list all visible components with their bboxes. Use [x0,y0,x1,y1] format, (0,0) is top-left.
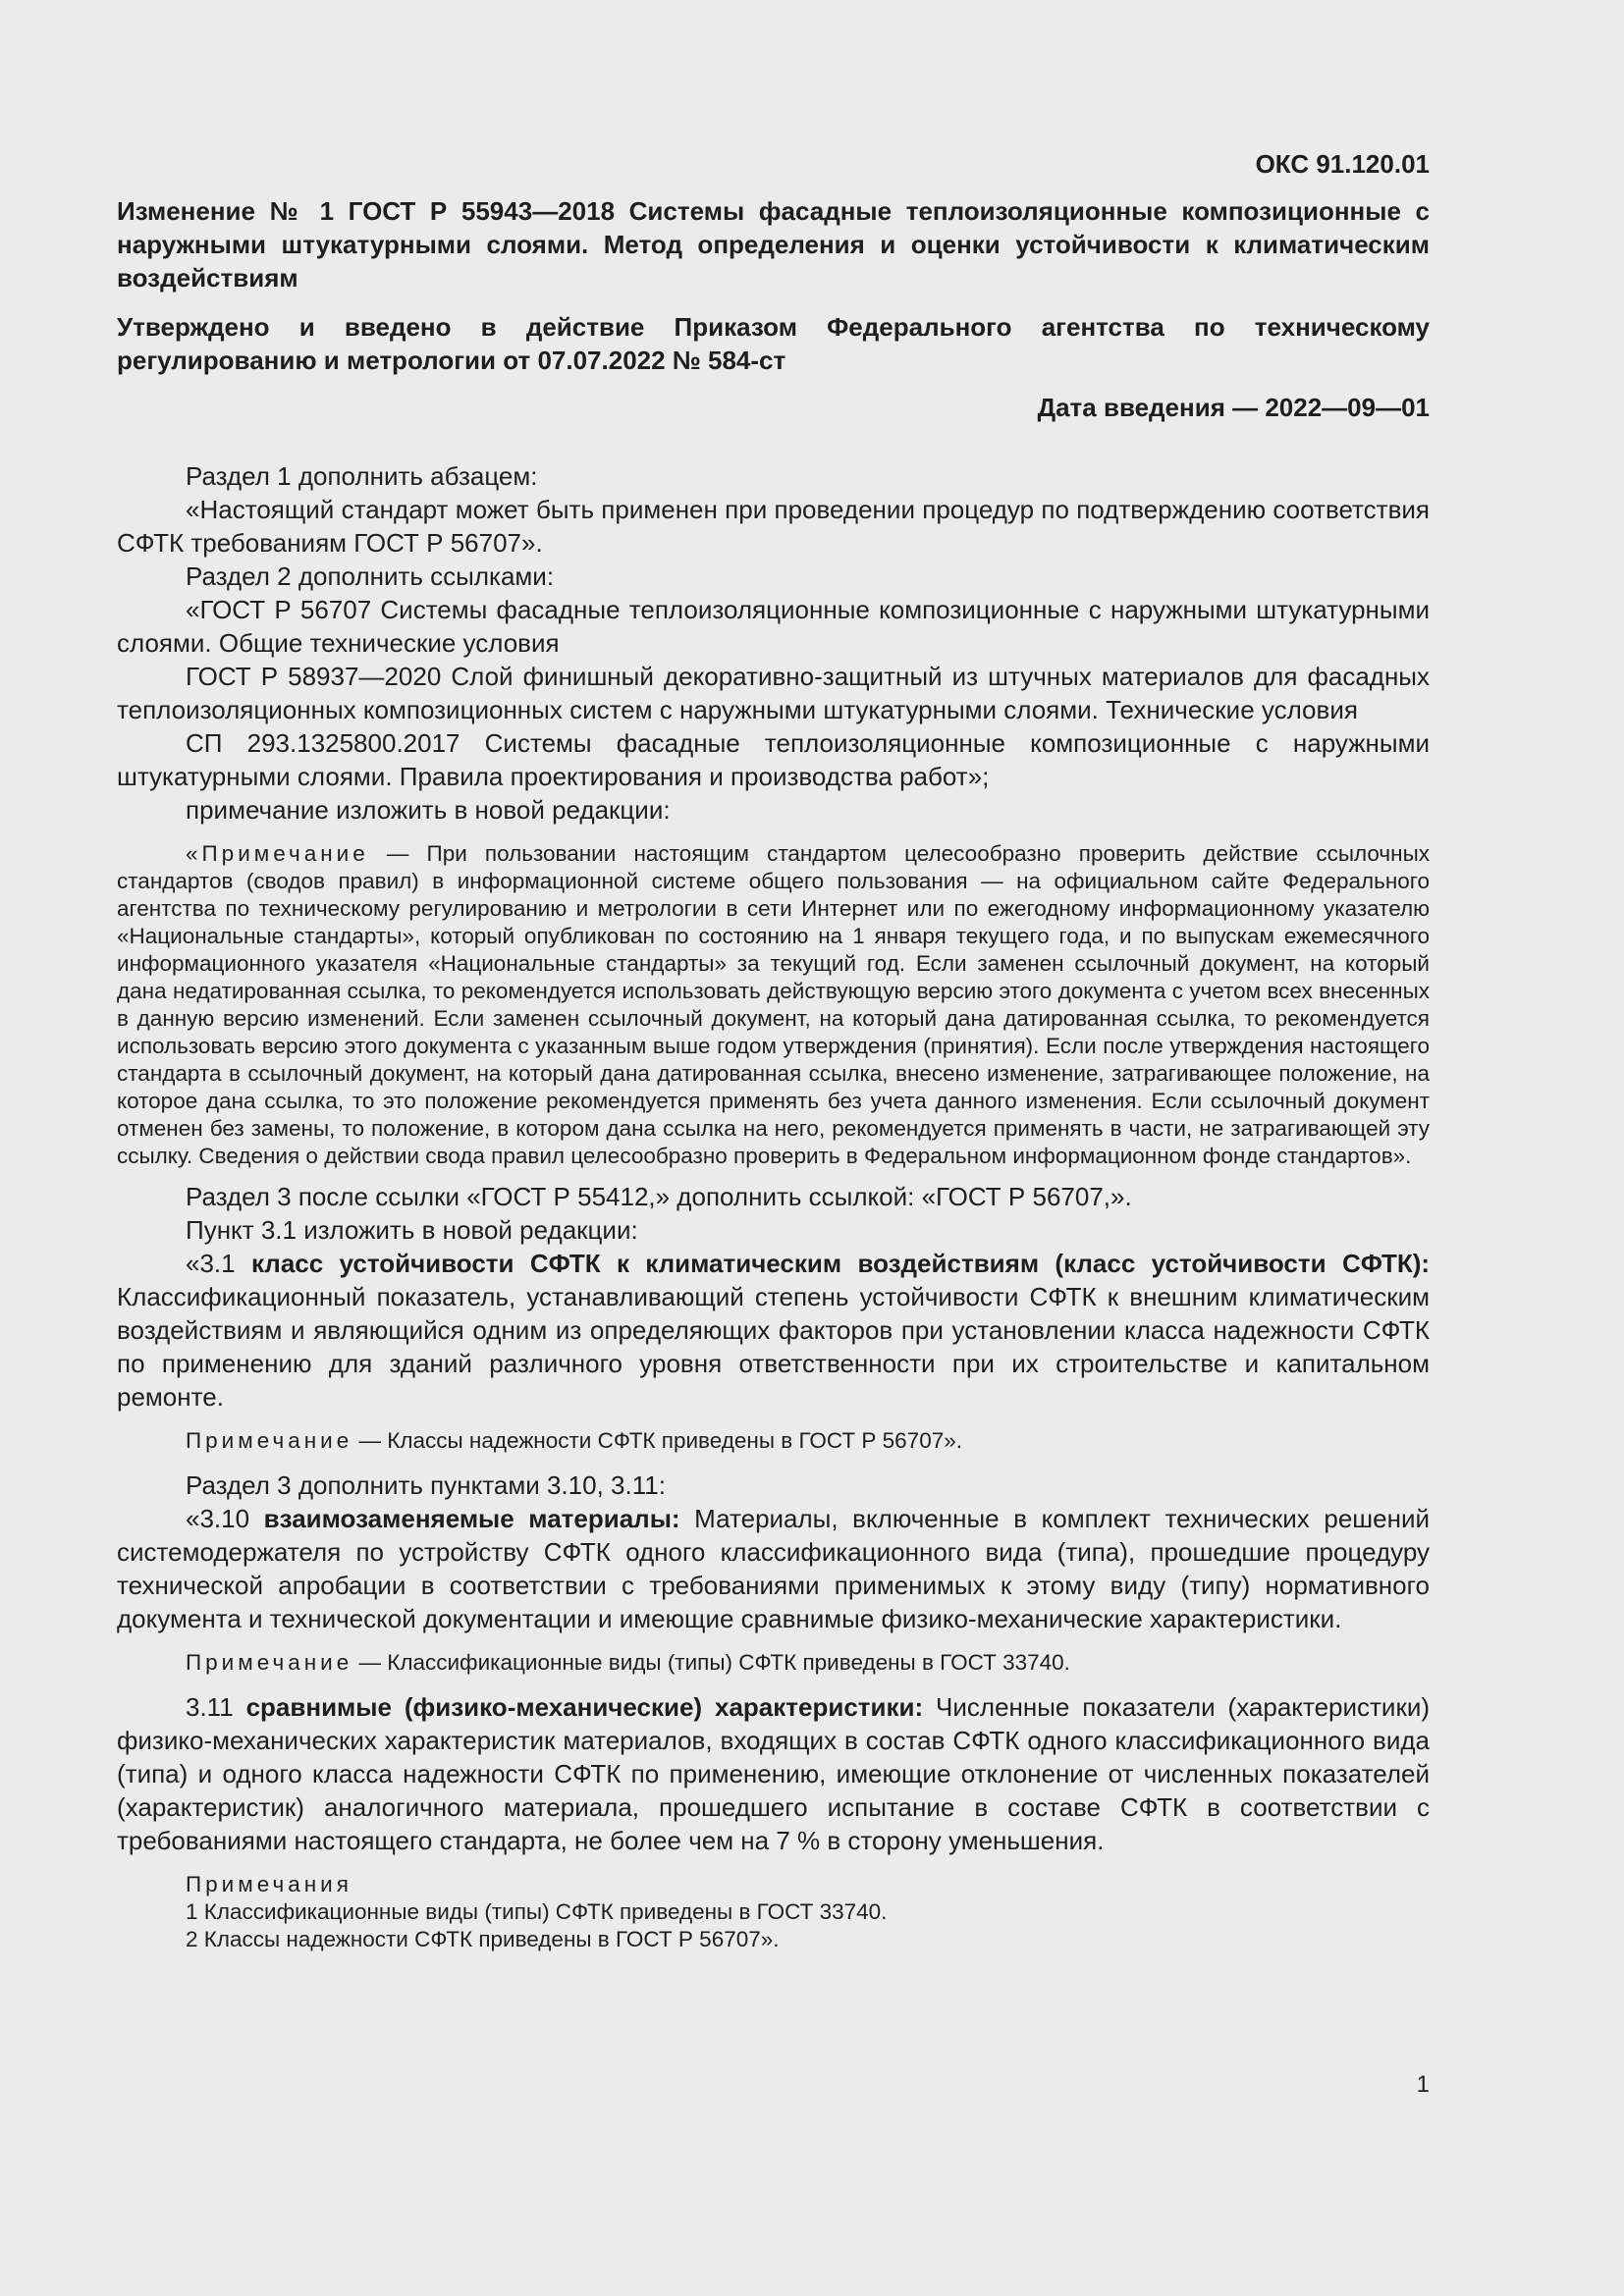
paragraph: примечание изложить в новой редакции: [186,795,671,825]
term-definition-3-1: «3.1 класс устойчивости СФТК к климатическим воздействиям (класс устойчивости СФТК): Классификационный показатель, устанавливающий степень устойчивости СФТК к внешним климатическим воздействиям и являющийся одним из определяющих факторов при установлении класса надежности СФТК по применению для зданий различного уровня ответственности при их строительстве и капитальном ремонте. [117,1249,1431,1412]
note-label: «Примечание [186,841,369,866]
note-text: — Классификационные виды (типы) СФТК приведены в ГОСТ 33740. [352,1650,1070,1675]
paragraph: Пункт 3.1 изложить в новой редакции: [186,1215,638,1245]
page-number: 1 [1416,2071,1430,2098]
notes-label: Примечания [186,1872,352,1896]
okc-code: ОКС 91.120.01 [1255,149,1430,179]
note-label: Примечание [186,1428,353,1453]
paragraph: СП 293.1325800.2017 Системы фасадные теплоизоляционные композиционные с наружными штукатурными слоями. Правила проектирования и производства работ»; [117,728,1430,791]
paragraph: Раздел 1 дополнить абзацем: [186,461,538,491]
note-classes [117,1427,1430,1455]
paragraph: Раздел 2 дополнить ссылками: [186,561,555,591]
term-definition-3-10: «3.10 взаимозаменяемые материалы: Материалы, включенные в комплект технических решений системодержателя по устройству СФТК одного классификационного вида (типа), прошедшие процедуру технической апробации в соответствии с требованиями применимых к этому виду (типу) нормативного документа и технической документации и имеющие сравнимые физико-механические характеристики. [117,1504,1430,1633]
effective-date: Дата введения — 2022—09—01 [1037,393,1430,422]
note-text: — Классы надежности СФТК приведены в ГОСТ Р 56707». [352,1428,962,1453]
paragraph: «ГОСТ Р 56707 Системы фасадные теплоизоляционные композиционные с наружными штукатурными слоями. Общие технические условия [117,595,1430,658]
paragraph: ГОСТ Р 58937—2020 Слой финишный декоративно-защитный из штучных материалов для фасадных теплоизоляционных композиционных систем с наружными штукатурными слоями. Технические условия [117,662,1430,724]
document-title: Изменение № 1 ГОСТ Р 55943—2018 Системы фасадные теплоизоляционные композиционные с наружными штукатурными слоями. Метод определения и оценки устойчивости к климатическим воздействиям [117,196,1430,293]
notes-item: 1 Классификационные виды (типы) СФТК приведены в ГОСТ 33740. [186,1899,888,1924]
document-body [117,459,1430,1953]
term: взаимозаменяемые материалы: [263,1504,680,1533]
note-text: — При пользовании настоящим стандартом целесообразно проверить действие ссылочных стандартов (сводов правил) в информационной системе общего пользования — на официальном сайте Федерального агентства по техническому регулированию и метрологии в сети Интернет или по ежегодному информационному указателю «Национальные стандарты», который опубликован по состоянию на 1 января текущего года, и по выпускам ежемесячного информационного указателя «Национальные стандарты» за текущий год. Если заменен ссылочный документ, на который дана недатированная ссылка, то рекомендуется использовать действующую версию этого документа с учетом всех внесенных в данную версию изменений. Если заменен ссылочный документ, на который дана датированная ссылка, то рекомендуется использовать версию этого документа с указанным выше годом утверждения (принятия). Если после утверждения настоящего стандарта в ссылочный документ, на который дана датированная ссылка, внесено изменение, затрагивающее положение, на которое дана ссылка, то это положение рекомендуется применять без учета данного изменения. Если ссылочный документ отменен без замены, то положение, в котором дана ссылка на него, рекомендуется применять в части, не затрагивающей эту ссылку. Сведения о действии свода правил целесообразно проверить в Федеральном информационном фонде стандартов». [117,841,1430,1168]
note-references [117,840,1430,1170]
paragraph: Раздел 3 дополнить пунктами 3.10, 3.11: [186,1470,666,1500]
notes-item: 2 Классы надежности СФТК приведены в ГОСТ Р 56707». [186,1927,780,1951]
note-label: Примечание [186,1650,353,1675]
paragraph: «Настоящий стандарт может быть применен при проведении процедур по подтверждению соответствия СФТК требованиям ГОСТ Р 56707». [117,495,1430,558]
term: класс устойчивости СФТК к климатическим воздействиям (класс устойчивости СФТК): [250,1249,1431,1278]
term: сравнимые (физико-механические) характеристики: [245,1692,924,1722]
paragraph: Раздел 3 после ссылки «ГОСТ Р 55412,» дополнить ссылкой: «ГОСТ Р 56707,». [186,1182,1132,1211]
note-types [117,1649,1430,1677]
term-definition-3-11: 3.11 сравнимые (физико-механические) характеристики: Численные показатели (характеристики) физико-механических характеристик материалов, входящих в состав СФТК одного классификационного вида (типа) и одного класса надежности СФТК по применению, имеющие отклонение от численных показателей (характеристик) аналогичного материала, прошедшего испытание в составе СФТК в соответствии с требованиями настоящего стандарта, не более чем на 7 % в сторону уменьшения. [117,1692,1431,1855]
approval-statement: Утверждено и введено в действие Приказом Федерального агентства по техническому регулированию и метрологии от 07.07.2022 № 584-ст [117,312,1430,375]
